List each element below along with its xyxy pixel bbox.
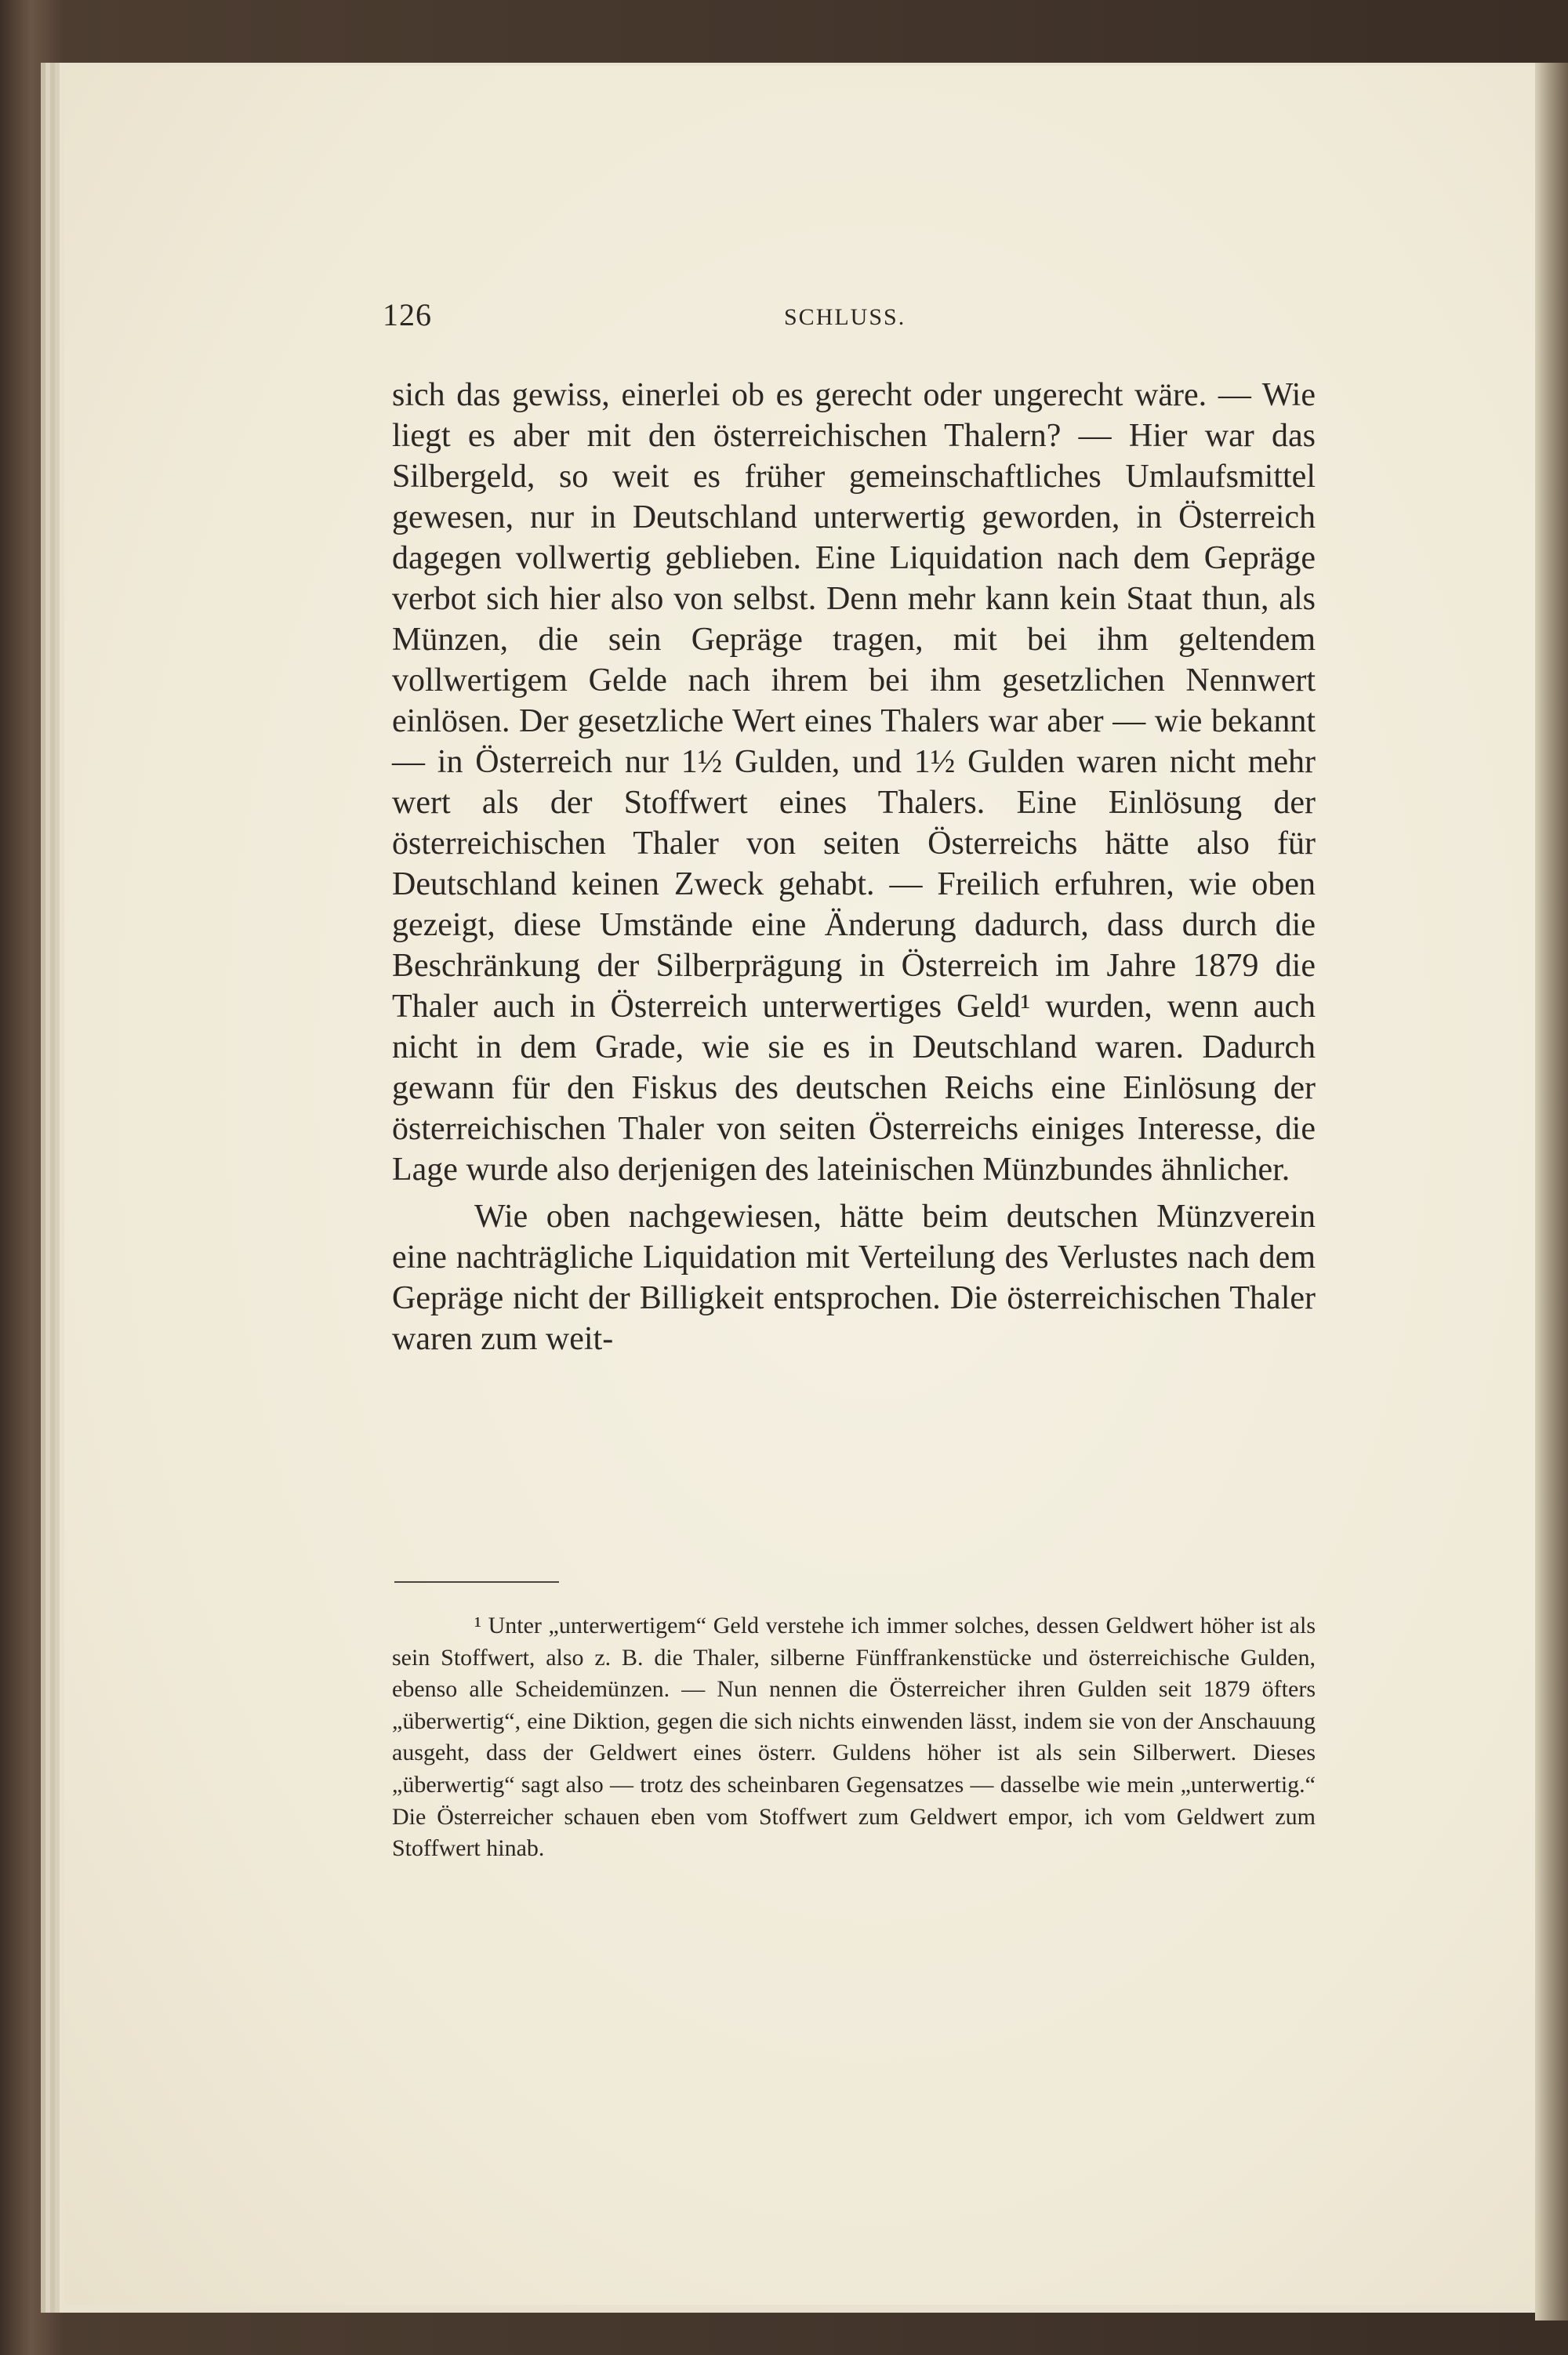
footnote-divider (394, 1581, 559, 1583)
footnote: ¹ Unter „unterwertigem“ Geld verstehe ich immer solches, dessen Geldwert höher ist als sein Stoffwert, also z. B. die Thaler, silberne Fünffrankenstücke und österreichische Gulden, ebenso alle Scheidemünzen. — Nun nennen die Österreicher ihren Gulden seit 1879 öfters „überwertig“, eine Diktion, gegen die sich nichts einwenden lässt, indem sie von der Anschauung ausgeht, dass der Geldwert eines österr. Guldens höher ist als sein Silberwert. Dieses „überwertig“ sagt also — trotz des scheinbaren Gegensatzes — dasselbe wie mein „unterwertig.“ Die Österreicher schauen eben vom Stoffwert zum Geldwert empor, ich vom Geldwert zum Stoffwert hinab. (392, 1613, 1316, 1862)
paragraph: sich das gewiss, einerlei ob es gerecht oder ungerecht wäre. — Wie liegt es aber mit den österreichischen Thalern? — Hier war das Silbergeld, so weit es früher gemeinschaftliches Umlaufsmittel gewesen, nur in Deutschland unterwertig geworden, in Österreich dagegen vollwertig geblieben. Eine Liquidation nach dem Gepräge verbot sich hier also von selbst. Denn mehr kann kein Staat thun, als Münzen, die sein Gepräge tragen, mit bei ihm geltendem vollwertigem Gelde nach ihrem bei ihm gesetzlichen Nennwert einlösen. Der gesetzliche Wert eines Thalers war aber — wie bekannt — in Österreich nur 1½ Gulden, und 1½ Gulden waren nicht mehr wert als der Stoffwert eines Thalers. Eine Einlösung der österreichischen Thaler von seiten Österreichs hätte also für Deutschland keinen Zweck gehabt. — Freilich erfuhren, wie oben gezeigt, diese Umstände eine Änderung dadurch, dass durch die Beschränkung der Silberprägung in Österreich im Jahre 1879 die Thaler auch in Österreich unterwertiges Geld¹ wurden, wenn auch nicht in dem Grade, wie sie es in Deutschland waren. Dadurch gewann für den Fiskus des deutschen Reichs eine Einlösung der österreichischen Thaler von seiten Österreichs einiges Interesse, die Lage wurde also derjenigen des lateinischen Münzbundes ähnlicher. (392, 377, 1316, 1188)
paragraph: Wie oben nachgewiesen, hätte beim deutschen Münzverein eine nachträgliche Liquidation mit Verteilung des Verlustes nach dem Gepräge nicht der Billigkeit entsprochen. Die österreichischen Thaler waren zum weit- (392, 1199, 1316, 1357)
page-number: 126 (383, 297, 432, 332)
facing-page-edge (1535, 63, 1568, 2321)
footnotes (392, 1610, 1316, 1865)
running-head: SCHLUSS. (784, 304, 906, 330)
body-text (392, 375, 1316, 1359)
